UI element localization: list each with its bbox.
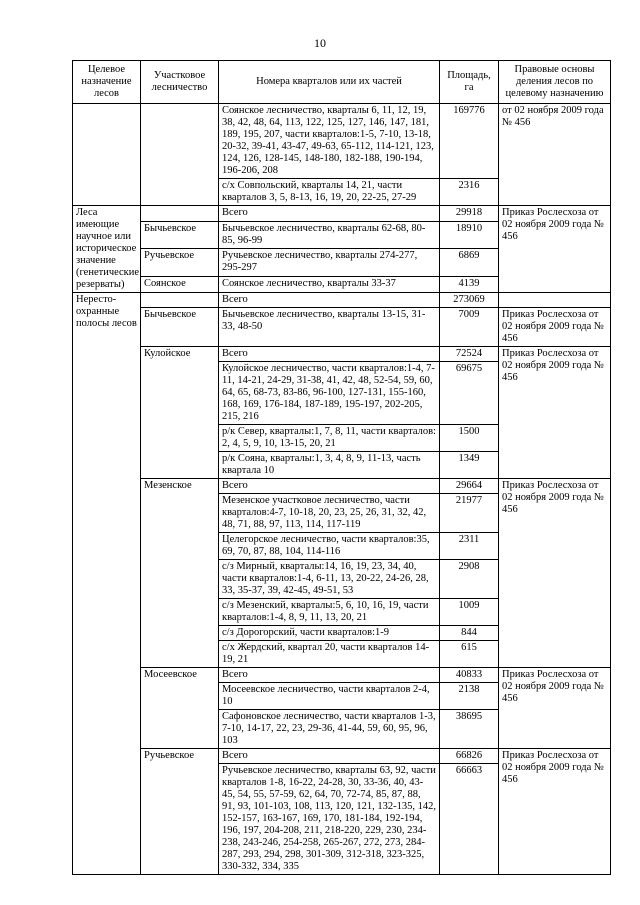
purpose-cell: Нересто-охранные полосы лесов — [73, 293, 141, 875]
table-row — [73, 104, 611, 179]
area-cell: 21977 — [440, 494, 499, 533]
quarters-cell: Мезенское участковое лесничество, части кварталов:4-7, 10-18, 20, 23, 25, 26, 31, 32, 42, 48, 71, 88, 97, 113, 114, 117-119 — [219, 494, 440, 533]
basis-cell: от 02 ноября 2009 года № 456 — [499, 104, 611, 206]
page-number: 10 — [314, 36, 326, 50]
area-cell: 7009 — [440, 308, 499, 347]
district-cell: Ручьевское — [141, 249, 219, 277]
area-cell: 6869 — [440, 249, 499, 277]
district-cell: Кулойское — [141, 347, 219, 479]
quarters-cell: Всего — [219, 749, 440, 764]
area-cell: 29664 — [440, 479, 499, 494]
area-cell: 1500 — [440, 425, 499, 452]
quarters-cell: Всего — [219, 668, 440, 683]
table-row — [73, 668, 611, 683]
basis-cell — [499, 293, 611, 308]
area-cell: 2138 — [440, 683, 499, 710]
district-cell: Мезенское — [141, 479, 219, 668]
area-cell: 29918 — [440, 206, 499, 222]
basis-cell: Приказ Рослесхоза от 02 ноября 2009 года № 456 — [499, 206, 611, 293]
area-cell: 18910 — [440, 221, 499, 249]
basis-cell: Приказ Рослесхоза от 02 ноября 2009 года № 456 — [499, 668, 611, 749]
table-row — [73, 749, 611, 764]
quarters-cell: Мосеевское лесничество, части кварталов 2-4, 10 — [219, 683, 440, 710]
quarters-cell: Сафоновское лесничество, части кварталов 1-3, 7-10, 14-17, 22, 23, 29-36, 41-44, 59, 60, 95, 96, 103 — [219, 710, 440, 749]
area-cell: 1349 — [440, 452, 499, 479]
header-district: Участковое лесничество — [141, 61, 219, 104]
quarters-cell: Всего — [219, 479, 440, 494]
quarters-cell: Соянское лесничество, кварталы 6, 11, 12, 19, 38, 42, 48, 64, 113, 122, 125, 127, 146, 147, 181, 189, 195, 207, части кварталов:1-5, 7-10, 13-18, 20-32, 39-41, 43-47, 49-63, 65-112, 114-121, 123, 124, 126, 128-145, 148-180, 182-188, 190-194, 196-206, 208 — [219, 104, 440, 179]
quarters-cell: Соянское лесничество, кварталы 33-37 — [219, 277, 440, 293]
purpose-cell — [73, 104, 141, 206]
basis-cell: Приказ Рослесхоза от 02 ноября 2009 года № 456 — [499, 347, 611, 479]
district-cell: Мосеевское — [141, 668, 219, 749]
area-cell: 169776 — [440, 104, 499, 179]
table-header-row — [73, 61, 611, 104]
area-cell: 66826 — [440, 749, 499, 764]
area-cell: 4139 — [440, 277, 499, 293]
area-cell: 2908 — [440, 560, 499, 599]
quarters-cell: Ручьевское лесничество, кварталы 274-277, 295-297 — [219, 249, 440, 277]
quarters-cell: Всего — [219, 347, 440, 362]
purpose-cell: Леса имеющие научное или историческое значение (генетические резерваты) — [73, 206, 141, 293]
quarters-cell: Бычьевское лесничество, кварталы 13-15, 31-33, 48-50 — [219, 308, 440, 347]
area-cell: 40833 — [440, 668, 499, 683]
quarters-cell: Всего — [219, 206, 440, 222]
area-cell: 844 — [440, 626, 499, 641]
district-cell — [141, 104, 219, 206]
area-cell: 66663 — [440, 764, 499, 875]
quarters-cell: р/к Сояна, кварталы:1, 3, 4, 8, 9, 11-13, часть квартала 10 — [219, 452, 440, 479]
area-cell: 2311 — [440, 533, 499, 560]
table-row — [73, 308, 611, 347]
district-cell: Ручьевское — [141, 749, 219, 875]
table-row — [73, 206, 611, 222]
area-cell: 69675 — [440, 362, 499, 425]
district-cell — [141, 206, 219, 222]
forest-purpose-table — [72, 60, 611, 875]
basis-cell: Приказ Рослесхоза от 02 ноября 2009 года № 456 — [499, 308, 611, 347]
quarters-cell: Ручьевское лесничество, кварталы 63, 92, части кварталов 1-8, 16-22, 24-28, 30, 33-36, 40, 43-45, 54, 55, 57-59, 62, 64, 70, 72-74, 85, 87, 88, 91, 93, 101-103, 108, 113, 120, 121, 132-135, 142, 152-157, 163-167, 169, 170, 181-184, 192-194, 196, 197, 204-208, 211, 218-220, 229, 230, 234-238, 243-246, 254-258, 265-267, 272, 273, 284-287, 293, 294, 298, 301-309, 312-318, 323-325, 330-332, 334, 335 — [219, 764, 440, 875]
quarters-cell: с/з Дорогорский, части кварталов:1-9 — [219, 626, 440, 641]
table-row — [73, 293, 611, 308]
quarters-cell: Кулойское лесничество, части кварталов:1-4, 7-11, 14-21, 24-29, 31-38, 41, 42, 48, 52-54, 59, 60, 64, 65, 68-73, 83-86, 96-100, 127-131, 155-160, 168, 169, 176-184, 187-189, 195-197, 202-205, 215, 216 — [219, 362, 440, 425]
basis-cell: Приказ Рослесхоза от 02 ноября 2009 года № 456 — [499, 479, 611, 668]
area-cell: 38695 — [440, 710, 499, 749]
quarters-cell: с/х Совпольский, кварталы 14, 21, части кварталов 3, 5, 8-13, 16, 19, 20, 22-25, 27-29 — [219, 179, 440, 206]
header-purpose: Целевое назначение лесов — [73, 61, 141, 104]
district-cell — [141, 293, 219, 308]
quarters-cell: с/з Мезенский, кварталы:5, 6, 10, 16, 19, части кварталов:1-4, 8, 9, 11, 13, 20, 21 — [219, 599, 440, 626]
header-area: Площадь, га — [440, 61, 499, 104]
table-row — [73, 347, 611, 362]
area-cell: 615 — [440, 641, 499, 668]
district-cell: Соянское — [141, 277, 219, 293]
quarters-cell: Всего — [219, 293, 440, 308]
area-cell: 1009 — [440, 599, 499, 626]
basis-cell: Приказ Рослесхоза от 02 ноября 2009 года № 456 — [499, 749, 611, 875]
quarters-cell: с/х Жердский, квартал 20, части кварталов 14-19, 21 — [219, 641, 440, 668]
area-cell: 2316 — [440, 179, 499, 206]
header-basis: Правовые основы деления лесов по целевому назначению — [499, 61, 611, 104]
area-cell: 273069 — [440, 293, 499, 308]
quarters-cell: Бычьевское лесничество, кварталы 62-68, 80-85, 96-99 — [219, 221, 440, 249]
area-cell: 72524 — [440, 347, 499, 362]
quarters-cell: Целегорское лесничество, части кварталов:35, 69, 70, 87, 88, 104, 114-116 — [219, 533, 440, 560]
quarters-cell: с/з Мирный, кварталы:14, 16, 19, 23, 34, 40, части кварталов:1-4, 6-11, 13, 20-22, 24-26, 28, 33, 35-37, 39, 42-45, 49-51, 53 — [219, 560, 440, 599]
district-cell: Бычьевское — [141, 221, 219, 249]
quarters-cell: р/к Север, кварталы:1, 7, 8, 11, части кварталов: 2, 4, 5, 9, 10, 13-15, 20, 21 — [219, 425, 440, 452]
header-quarters: Номера кварталов или их частей — [219, 61, 440, 104]
district-cell: Бычьевское — [141, 308, 219, 347]
table-row — [73, 479, 611, 494]
